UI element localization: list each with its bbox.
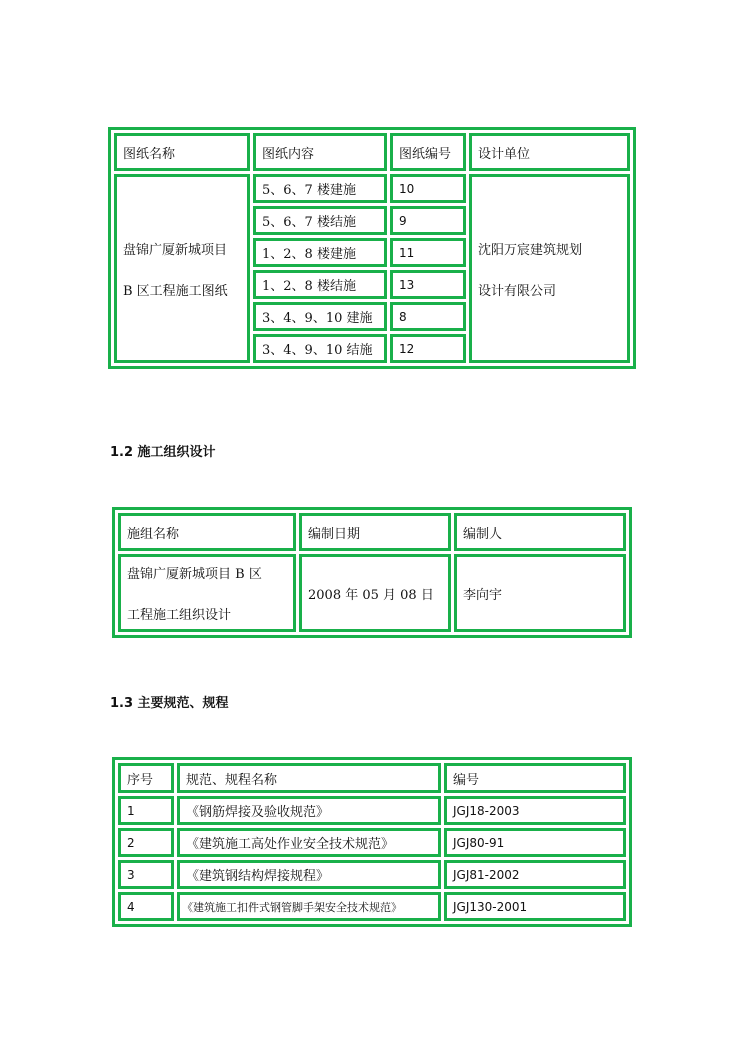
designer-unit-line1: 沈阳万宸建筑规划: [478, 242, 583, 258]
drawings-header-row: [114, 133, 630, 171]
drawing-number: 12: [390, 334, 466, 363]
drawing-set-name: [114, 174, 250, 363]
drawing-set-name-line2: B 区工程施工图纸: [123, 283, 228, 299]
designer-unit: [469, 174, 630, 363]
drawing-number: 11: [390, 238, 466, 267]
standards-row: [118, 860, 626, 889]
drawing-content: 5、6、7 楼建施: [253, 174, 387, 203]
header-standard-name: 规范、规程名称: [177, 763, 441, 793]
org-plan-name-line2: 工程施工组织设计: [127, 608, 232, 623]
standards-row: [118, 892, 626, 921]
drawing-content: 5、6、7 楼结施: [253, 206, 387, 235]
standard-code: JGJ80-91: [444, 828, 626, 857]
drawing-content: 3、4、9、10 建施: [253, 302, 387, 331]
header-org-author: 编制人: [454, 513, 626, 551]
org-plan-name-line1: 盘锦广厦新城项目 B 区: [127, 567, 262, 582]
header-drawing-content: 图纸内容: [253, 133, 387, 171]
header-org-date: 编制日期: [299, 513, 451, 551]
drawing-content: 1、2、8 楼结施: [253, 270, 387, 299]
standard-code: JGJ81-2002: [444, 860, 626, 889]
drawing-content: 1、2、8 楼建施: [253, 238, 387, 267]
org-plan-author: 李向宇: [454, 554, 626, 632]
header-drawing-name: 图纸名称: [114, 133, 250, 171]
standards-row: [118, 828, 626, 857]
standards-row: [118, 796, 626, 825]
org-plan-date: 2008 年 05 月 08 日: [299, 554, 451, 632]
standard-code: JGJ130-2001: [444, 892, 626, 921]
drawing-number: 9: [390, 206, 466, 235]
drawing-number: 10: [390, 174, 466, 203]
standard-index: 2: [118, 828, 174, 857]
standard-name: 《建筑施工扣件式钢管脚手架安全技术规范》: [177, 892, 441, 921]
drawings-table: [108, 127, 636, 369]
drawings-row: [114, 174, 630, 203]
standard-code: JGJ18-2003: [444, 796, 626, 825]
standard-name: 《钢筋焊接及验收规范》: [177, 796, 441, 825]
header-index: 序号: [118, 763, 174, 793]
org-header-row: [118, 513, 626, 551]
section-heading-1-3: 1.3 主要规范、规程: [110, 696, 229, 711]
drawing-number: 13: [390, 270, 466, 299]
standard-index: 3: [118, 860, 174, 889]
standard-name: 《建筑钢结构焊接规程》: [177, 860, 441, 889]
standards-header-row: [118, 763, 626, 793]
org-plan-name: [118, 554, 296, 632]
standard-index: 4: [118, 892, 174, 921]
drawing-content: 3、4、9、10 结施: [253, 334, 387, 363]
header-org-name: 施组名称: [118, 513, 296, 551]
header-designer: 设计单位: [469, 133, 630, 171]
org-design-table: [112, 507, 632, 638]
drawing-set-name-line1: 盘锦广厦新城项目: [123, 242, 228, 258]
header-drawing-number: 图纸编号: [390, 133, 466, 171]
drawing-number: 8: [390, 302, 466, 331]
header-standard-code: 编号: [444, 763, 626, 793]
standard-index: 1: [118, 796, 174, 825]
standard-name: 《建筑施工高处作业安全技术规范》: [177, 828, 441, 857]
section-heading-1-2: 1.2 施工组织设计: [110, 445, 216, 460]
org-row: [118, 554, 626, 632]
standards-table: [112, 757, 632, 927]
designer-unit-line2: 设计有限公司: [478, 283, 557, 299]
